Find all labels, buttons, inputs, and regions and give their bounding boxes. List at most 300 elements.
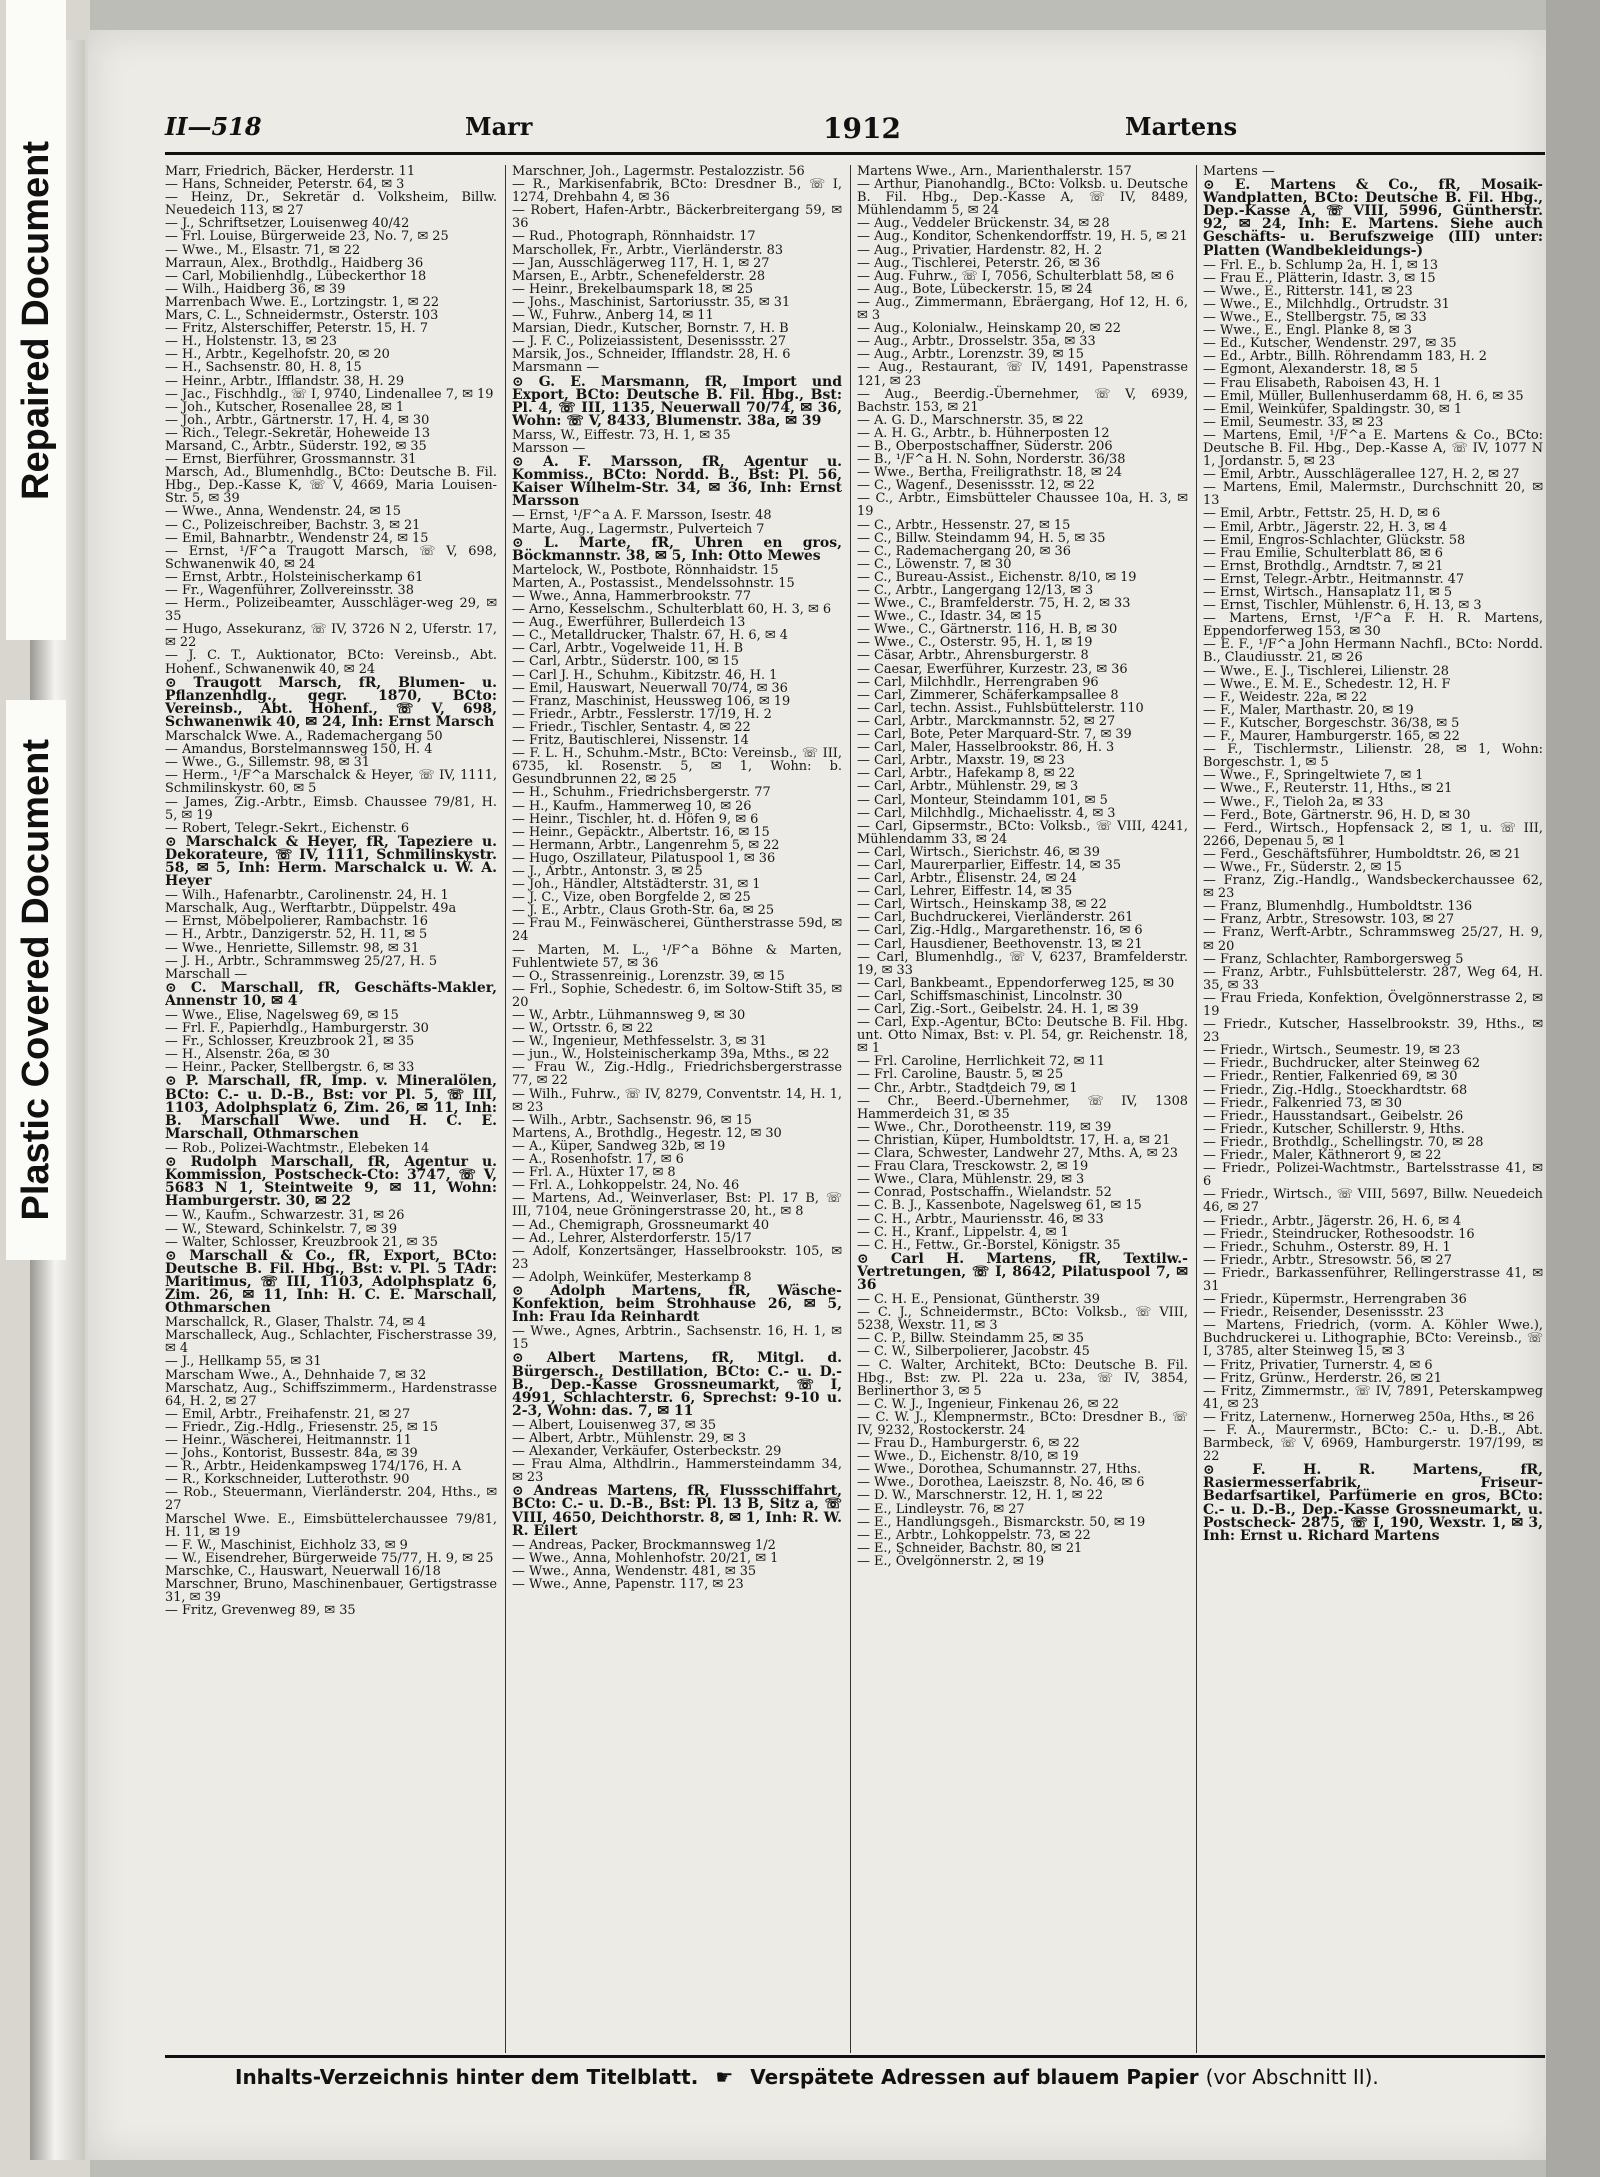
directory-entry: — Wilh., Hafenarbtr., Carolinenstr. 24, H. 1 (165, 888, 449, 904)
directory-entry: — Carl, Arbtr., Süderstr. 100, ✉ 15 (512, 654, 739, 670)
directory-entry: — Aug., Bote, Lübeckerstr. 15, ✉ 24 (857, 281, 1093, 297)
directory-entry: ⊙ Traugott Marsch, fR, Blumen- u. Pflanzenhdlg., gegr. 1870, BCto: Vereinsb., Abt. Hohenf., ☏ V, 698, Schwanenwik 40, ✉ 24, Inh: Ernst Marsch (165, 674, 497, 730)
directory-entry: — Friedr., Rentier, Falkenried 69, ✉ 30 (1203, 1069, 1458, 1085)
directory-entry: — Friedr., Reisender, Desenissstr. 23 (1203, 1305, 1444, 1321)
directory-entry: — Emil, Arbtr., Fettstr. 25, H. D, ✉ 6 (1203, 506, 1441, 522)
directory-entry: Marrenbach Wwe. E., Lortzingstr. 1, ✉ 22 (165, 294, 440, 310)
directory-entry: — Christian, Küper, Humboldtstr. 17, H. a, ✉ 21 (857, 1132, 1171, 1148)
directory-entry: — Friedr., Kutscher, Schillerstr. 9, Hths. (1203, 1121, 1465, 1137)
directory-entry: — Carl, Monteur, Steindamm 101, ✉ 5 (857, 792, 1108, 808)
directory-entry: — C. B. J., Kassenbote, Nagelsweg 61, ✉ 15 (857, 1198, 1142, 1214)
directory-entry: — Robert, Telegr.-Sekrt., Eichenstr. 6 (165, 820, 410, 836)
directory-entry: — Friedr., Zig.-Hdlg., Friesenstr. 25, ✉ 15 (165, 1419, 439, 1435)
directory-entry: — Albert, Louisenweg 37, ✉ 35 (512, 1417, 717, 1433)
directory-entry: — C., Löwenstr. 7, ✉ 30 (857, 556, 1012, 572)
directory-entry: — jun., W., Holsteinischerkamp 39a, Mths., ✉ 22 (512, 1047, 830, 1063)
header-start-word: Marr (465, 112, 533, 141)
directory-entry: — Friedr., Barkassenführer, Rellingerstrasse 41, ✉ 31 (1203, 1265, 1543, 1294)
directory-entry: Marschner, Joh., Lagermstr. Pestalozzistr. 56 (512, 165, 805, 179)
directory-entry: — W., Ingenieur, Methfesselstr. 3, ✉ 31 (512, 1034, 767, 1050)
directory-entry: — J. F. C., Polizeiassistent, Desenissstr. 27 (512, 334, 787, 350)
directory-entry: — Wilh., Haidberg 36, ✉ 39 (165, 281, 346, 297)
repaired-document-label (6, 0, 66, 640)
directory-entry: — B., ¹/F^a H. N. Sohn, Norderstr. 36/38 (857, 452, 1126, 468)
directory-entry: — Aug. Fuhrw., ☏ I, 7056, Schulterblatt 58, ✉ 6 (857, 268, 1175, 284)
directory-entry: — Joh., Arbtr., Gärtnerstr. 17, H. 4, ✉ 30 (165, 412, 430, 428)
directory-entry: — W., Steward, Schinkelstr. 7, ✉ 39 (165, 1221, 398, 1237)
directory-entry: — Wwe., Henriette, Sillemstr. 98, ✉ 31 (165, 940, 420, 956)
directory-entry: — O., Strassenreinig., Lorenzstr. 39, ✉ 15 (512, 968, 785, 984)
directory-entry: — Fritz, Alsterschiffer, Peterstr. 15, H. 7 (165, 321, 429, 337)
directory-entry: — Wwe., E., Engl. Planke 8, ✉ 3 (1203, 323, 1412, 339)
directory-entry: — Ferd., Wirtsch., Hopfensack 2, ✉ 1, u. ☏ III, 2266, Depenau 5, ✉ 1 (1203, 820, 1543, 849)
directory-entry: Marschke, C., Hauswart, Neuerwall 16/18 (165, 1563, 441, 1579)
directory-entry: — Wwe., D., Eichenstr. 8/10, ✉ 19 (857, 1449, 1079, 1465)
directory-entry: — Carl, Bote, Peter Marquard-Str. 7, ✉ 39 (857, 727, 1132, 743)
directory-entry: — Martens, Emil, ¹/F^a E. Martens & Co., BCto: Deutsche B. Fil. Hbg., Dep.-Kasse A, ☏ IV, 1077 N 1, Jordanstr. 5, ✉ 23 (1203, 427, 1543, 470)
directory-entry: — James, Zig.-Arbtr., Eimsb. Chaussee 79/81, H. 5, ✉ 19 (165, 794, 497, 823)
plastic-covered-text: Plastic Covered Document (14, 739, 57, 1221)
page-header (165, 112, 1240, 152)
directory-entry: — F. A., Maurermstr., BCto: C.- u. D.-B., Abt. Barmbeck, ☏ V, 6969, Hamburgerstr. 197/199, ✉ 22 (1203, 1423, 1543, 1465)
directory-entry: — Wwe., F., Springeltwiete 7, ✉ 1 (1203, 768, 1424, 784)
directory-entry: — Frl. E., b. Schlump 2a, H. 1, ✉ 13 (1203, 257, 1439, 273)
directory-entry: Marsson — (512, 440, 586, 456)
directory-entry: — Friedr., Küpermstr., Herrengraben 36 (1203, 1292, 1467, 1308)
directory-entry: — Emil, Arbtr., Jägerstr. 22, H. 3, ✉ 4 (1203, 519, 1448, 535)
directory-entry: — Aug., Ewerführer, Bullerdeich 13 (512, 615, 746, 631)
directory-entry: — Emil, Müller, Bullenhuserdamm 68, H. 6, ✉ 35 (1203, 388, 1524, 404)
directory-entry: — Heinz, Dr., Sekretär d. Volksheim, Billw. Neuedeich 113, ✉ 27 (165, 190, 497, 219)
directory-entry: — Carl, Arbtr., Hafekamp 8, ✉ 22 (857, 766, 1076, 782)
directory-entry: — Wwe., E. J., Tischlerei, Lilienstr. 28 (1203, 663, 1449, 679)
directory-entry: — Carl, Bankbeamt., Eppendorferweg 125, ✉ 30 (857, 975, 1175, 991)
directory-entry: — Franz, Zig.-Handlg., Wandsbeckerchaussee 62, ✉ 23 (1203, 873, 1543, 902)
directory-entry: — F. W., Maschinist, Eichholz 33, ✉ 9 (165, 1537, 408, 1553)
directory-entry: — Hugo, Assekuranz, ☏ IV, 3726 N 2, Uferstr. 17, ✉ 22 (165, 622, 497, 651)
directory-entry: — E., Handlungsgeh., Bismarckstr. 50, ✉ 19 (857, 1514, 1146, 1530)
directory-entry: Marschallck, R., Glaser, Thalstr. 74, ✉ 4 (165, 1315, 426, 1331)
directory-entry: — Friedr., Steindrucker, Rothesoodstr. 16 (1203, 1226, 1475, 1242)
right-margin (1546, 0, 1600, 2177)
directory-entry: — J. C., Vize, oben Borgfelde 2, ✉ 25 (512, 890, 751, 906)
directory-entry: — F., Maler, Marthastr. 20, ✉ 19 (1203, 702, 1414, 718)
directory-column-4 (1203, 165, 1543, 2055)
directory-entry: — Friedr., Buchdrucker, alter Steinweg 62 (1203, 1056, 1481, 1072)
directory-entry: ⊙ P. Marschall, fR, Imp. v. Mineralölen, BCto: C.- u. D.-B., Bst: vor Pl. 5, ☏ III, 1103, Adolphsplatz 6, Zim. 26, ✉ 11, Inh: B. Marschall Wwe. und H. C. E. Marschall, Othmarschen (165, 1073, 497, 1142)
directory-entry: — E. F., ¹/F^a John Hermann Nachfl., BCto: Nordd. B., Claudiusstr. 21, ✉ 26 (1203, 637, 1543, 666)
directory-entry: — Chr., Arbtr., Stadtdeich 79, ✉ 1 (857, 1080, 1078, 1096)
directory-entry: — Wwe., E., Stellbergstr. 75, ✉ 33 (1203, 310, 1427, 326)
directory-entry: Marsen, E., Arbtr., Schenefelderstr. 28 (512, 268, 766, 284)
directory-entry: — Friedr., Wirtsch., ☏ VIII, 5697, Billw. Neuedeich 46, ✉ 27 (1203, 1187, 1543, 1216)
directory-column-1 (165, 165, 497, 2055)
directory-entry: — Carl, Milchhdlr., Herrengraben 96 (857, 674, 1099, 690)
directory-entry: — Carl, Buchdruckerei, Vierländerstr. 261 (857, 910, 1134, 926)
directory-entry: — A. G. D., Marschnerstr. 35, ✉ 22 (857, 412, 1084, 428)
directory-entry: — C., Metalldrucker, Thalstr. 67, H. 6, ✉ 4 (512, 628, 788, 644)
directory-entry: — W., Eisendreher, Bürgerweide 75/77, H. 9, ✉ 25 (165, 1550, 494, 1566)
directory-entry: — Frau M., Feinwäscherei, Güntherstrasse 59d, ✉ 24 (512, 916, 842, 945)
directory-entry: ⊙ Rudolph Marschall, fR, Agentur u. Kommission, Postscheck-Cto: 3747, ☏ V, 5683 N 1, Steintweite 9, ✉ 11, Wohn: Hamburgerstr. 30, ✉ 22 (165, 1154, 497, 1210)
directory-entry: Martens, A., Brothdlg., Hegestr. 12, ✉ 30 (512, 1125, 782, 1141)
directory-entry: — W., Arbtr., Lühmannsweg 9, ✉ 30 (512, 1008, 746, 1023)
directory-entry: Marsian, Diedr., Kutscher, Bornstr. 7, H. B (512, 321, 789, 337)
directory-entry: — Arno, Kesselschm., Schulterblatt 60, H. 3, ✉ 6 (512, 602, 832, 618)
directory-entry: — Wwe., F., Reuterstr. 11, Hths., ✉ 21 (1203, 781, 1453, 797)
directory-entry: — Heinr., Tischler, ht. d. Höfen 9, ✉ 6 (512, 811, 759, 827)
directory-entry: — Carl, Arbtr., Vogelweide 11, H. B (512, 641, 744, 657)
directory-entry: — Carl, Mobilienhdlg., Lübeckerthor 18 (165, 268, 427, 284)
directory-entry: — Alexander, Verkäufer, Osterbeckstr. 29 (512, 1444, 782, 1460)
directory-entry: — Carl, Blumenhdlg., ☏ V, 6237, Bramfelderstr. 19, ✉ 33 (857, 949, 1188, 978)
column-divider (505, 165, 506, 2053)
directory-entry: — Wwe., C., Idastr. 34, ✉ 15 (857, 609, 1042, 625)
directory-entry: Marraun, Alex., Brothdlg., Haidberg 36 (165, 255, 424, 271)
directory-entry: — Wwe., Bertha, Freiligrathstr. 18, ✉ 24 (857, 465, 1123, 481)
column-divider (850, 165, 851, 2053)
directory-entry: — Heinr., Wäscherei, Heitmannstr. 11 (165, 1433, 412, 1448)
directory-entry: — Hugo, Oszillateur, Pilatuspool 1, ✉ 36 (512, 850, 776, 866)
directory-entry: — Aug., Arbtr., Drosselstr. 35a, ✉ 33 (857, 334, 1096, 350)
directory-entry: — Andreas, Packer, Brockmannsweg 1/2 (512, 1537, 776, 1553)
directory-entry: — Emil, Bahnarbtr., Wendenstr 24, ✉ 15 (165, 530, 429, 546)
directory-entry: — Carl, Arbtr., Mühlenstr. 29, ✉ 3 (857, 779, 1079, 795)
directory-entry: — Aug., Konditor, Schenkendorffstr. 19, H. 5, ✉ 21 (857, 229, 1188, 245)
directory-entry: — H., Sachsenstr. 80, H. 8, 15 (165, 360, 362, 376)
directory-entry: — Friedr., Arbtr., Fesslerstr. 17/19, H. 2 (512, 706, 772, 722)
directory-entry: — Ernst, Bierführer, Grossmannstr. 31 (165, 452, 417, 468)
directory-entry: — Wwe., E. M. E., Schedestr. 12, H. F (1203, 676, 1451, 692)
directory-entry: — Fritz, Bautischlerei, Nissenstr. 14 (512, 733, 749, 749)
directory-entry: — Emil, Arbtr., Ausschlägerallee 127, H. 2, ✉ 27 (1203, 467, 1520, 483)
directory-entry: — Friedr., Maler, Käthnerort 9, ✉ 22 (1203, 1148, 1442, 1164)
directory-entry: — Herm., Polizeibeamter, Ausschläger-weg 29, ✉ 35 (165, 596, 497, 625)
directory-entry: — Ed., Arbtr., Billh. Röhrendamm 183, H. 2 (1203, 349, 1488, 365)
directory-entry: ⊙ E. Martens & Co., fR, Mosaik-Wandplatten, BCto: Deutsche B. Fil. Hbg., Dep.-Kasse A, ☏ VIII, 5996, Güntherstr. 92, ✉ 24, Inh: E. Martens. Siehe auch Geschäfts- u. Berufszweige (III) unter: Platten (Wandbekleidungs-) (1203, 177, 1543, 259)
directory-entry: — C., Polizeischreiber, Bachstr. 3, ✉ 21 (165, 517, 421, 533)
directory-entry: — C. P., Billw. Steindamm 25, ✉ 35 (857, 1331, 1084, 1347)
directory-entry: — Wwe., Anna, Hammerbrookstr. 77 (512, 589, 752, 604)
directory-entry: — Frau Frieda, Konfektion, Övelgönnerstrasse 2, ✉ 19 (1203, 990, 1543, 1019)
directory-entry: — Emil, Engros-Schlachter, Glückstr. 58 (1203, 532, 1466, 548)
directory-entry: — Friedr., Brothdlg., Schellingstr. 70, ✉ 28 (1203, 1134, 1484, 1150)
directory-entry: — Wwe., F., Tieloh 2a, ✉ 33 (1203, 794, 1384, 810)
directory-entry: — Friedr., Tischler, Sentastr. 4, ✉ 22 (512, 719, 751, 735)
directory-entry: — Friedr., Schuhm., Osterstr. 89, H. 1 (1203, 1239, 1451, 1255)
directory-entry: — Frl. Caroline, Herrlichkeit 72, ✉ 11 (857, 1054, 1105, 1070)
directory-entry: — C., Arbtr., Langergang 12/13, ✉ 3 (857, 583, 1094, 598)
directory-entry: — Wwe., G., Sillemstr. 98, ✉ 31 (165, 755, 371, 771)
directory-entry: — C., Arbtr., Hessenstr. 27, ✉ 15 (857, 517, 1071, 533)
directory-entry: — Ad., Chemigraph, Grossneumarkt 40 (512, 1217, 770, 1233)
directory-entry: Marschatz, Aug., Schiffszimmerm., Hardenstrasse 64, H. 2, ✉ 27 (165, 1380, 497, 1409)
directory-entry: — Wwe., E., Ritterstr. 141, ✉ 23 (1203, 283, 1413, 299)
directory-entry: — Amandus, Borstelmannsweg 150, H. 4 (165, 742, 433, 758)
directory-entry: — Jan, Ausschlägerweg 117, H. 1, ✉ 27 (512, 255, 770, 271)
directory-entry: — Fritz, Zimmermstr., ☏ IV, 7891, Peterskampweg 41, ✉ 23 (1203, 1383, 1543, 1412)
directory-entry: — Frau Alma, Althdlrin., Hammersteindamm 34, ✉ 23 (512, 1457, 842, 1486)
directory-entry: — C., Wagenf., Desenissstr. 12, ✉ 22 (857, 478, 1095, 494)
directory-entry: — Fritz, Grevenweg 89, ✉ 35 (165, 1603, 356, 1619)
directory-entry: — Carl, Exp.-Agentur, BCto: Deutsche B. Fil. Hbg. unt. Otto Nimax, Bst: v. Pl. 54, gr. Reichenstr. 18, ✉ 1 (857, 1015, 1188, 1057)
directory-entry: — Frl. Louise, Bürgerweide 23, No. 7, ✉ 25 (165, 229, 449, 245)
directory-entry: — C., Bureau-Assist., Eichenstr. 8/10, ✉ 19 (857, 569, 1137, 585)
directory-entry: — C. Walter, Architekt, BCto: Deutsche B. Fil. Hbg., Bst: zw. Pl. 22a u. 23a, ☏ IV, 3854, Berlinerthor 3, ✉ 5 (857, 1357, 1188, 1399)
directory-entry: — Friedr., Hausstandsart., Geibelstr. 26 (1203, 1108, 1464, 1124)
directory-entry: — Frau D., Hamburgerstr. 6, ✉ 22 (857, 1436, 1080, 1452)
directory-entry: — Carl, Arbtr., Elisenstr. 24, ✉ 24 (857, 871, 1077, 887)
directory-entry: Marsch, Ad., Blumenhdlg., BCto: Deutsche B. Fil. Hbg., Dep.-Kasse K, ☏ V, 4669, Maria Louisen-Str. 5, ✉ 39 (165, 465, 497, 507)
directory-entry: Marschel Wwe. E., Eimsbüttelerchaussee 79/81, H. 11, ✉ 19 (165, 1511, 497, 1540)
directory-entry: — Carl, Schiffsmaschinist, Lincolnstr. 30 (857, 988, 1123, 1004)
directory-entry: Marte, Aug., Lagermstr., Pulverteich 7 (512, 521, 765, 537)
directory-entry: — C. W., Silberpolierer, Jacobstr. 45 (857, 1344, 1090, 1360)
directory-entry: — Carl, Maler, Hasselbrookstr. 86, H. 3 (857, 740, 1115, 756)
directory-entry: — Aug., Privatier, Hardenstr. 82, H. 2 (857, 242, 1103, 258)
directory-entry: Marsand, C., Arbtr., Süderstr. 192, ✉ 35 (165, 438, 427, 454)
directory-entry: — Frl. F., Papierhdlg., Hamburgerstr. 30 (165, 1021, 429, 1037)
directory-entry: — Fritz, Privatier, Turnerstr. 4, ✉ 6 (1203, 1357, 1433, 1373)
directory-entry: — Wilh., Fuhrw., ☏ IV, 8279, Conventstr. 14, H. 1, ✉ 23 (512, 1086, 842, 1115)
directory-entry: Marschollek, Fr., Arbtr., Vierländerstr. 83 (512, 242, 784, 258)
directory-entry: — Aug., Tischlerei, Peterstr. 26, ✉ 36 (857, 255, 1101, 271)
directory-entry: — Friedr., Kutscher, Hasselbrookstr. 39, Hths., ✉ 23 (1203, 1017, 1543, 1046)
directory-entry: — F., Kutscher, Borgeschstr. 36/38, ✉ 5 (1203, 715, 1460, 731)
directory-entry: — Rob., Polizei-Wachtmstr., Elebeken 14 (165, 1140, 430, 1156)
directory-entry: — Frau Elisabeth, Raboisen 43, H. 1 (1203, 375, 1442, 391)
directory-entry: — J. C. T., Auktionator, BCto: Vereinsb., Abt. Hohenf., Schwanenwik 40, ✉ 24 (165, 648, 497, 677)
directory-entry: ⊙ Marschalck & Heyer, fR, Tapeziere u. Dekorateure, ☏ IV, 1111, Schmilinskystr. 58, ✉ 5, Inh: Herm. Marschalck u. W. A. Heyer (165, 833, 497, 890)
directory-entry: — Carl, techn. Assist., Fuhlsbüttelerstr. 110 (857, 700, 1144, 716)
directory-entry: — Franz, Werft-Arbtr., Schrammsweg 25/27, H. 9, ✉ 20 (1203, 925, 1543, 954)
directory-entry: — Rob., Steuermann, Vierländerstr. 204, Hths., ✉ 27 (165, 1485, 497, 1514)
directory-entry: — Ernst, Möbelpolierer, Rambachstr. 16 (165, 914, 428, 930)
directory-entry: — Ferd., Bote, Gärtnerstr. 96, H. D, ✉ 30 (1203, 807, 1471, 823)
directory-entry: — W., Ortsstr. 6, ✉ 22 (512, 1021, 654, 1037)
directory-entry: — J., Arbtr., Antonstr. 3, ✉ 25 (512, 863, 703, 879)
pointing-hand-icon: ☛ (715, 2065, 734, 2089)
directory-entry: — J., Hellkamp 55, ✉ 31 (165, 1354, 322, 1370)
directory-column-2 (512, 165, 842, 2055)
directory-entry: — Emil, Hauswart, Neuerwall 70/74, ✉ 36 (512, 680, 788, 696)
directory-entry: — C. H., Arbtr., Mauriensstr. 46, ✉ 33 (857, 1211, 1104, 1227)
directory-entry: — Hermann, Arbtr., Langenrehm 5, ✉ 22 (512, 837, 780, 853)
directory-entry: — Carl J. H., Schuhm., Kibitzstr. 46, H. 1 (512, 667, 778, 683)
directory-entry: — Robert, Hafen-Arbtr., Bäckerbreitergang 59, ✉ 36 (512, 203, 842, 232)
directory-entry: — Jac., Fischhdlg., ☏ I, 9740, Lindenallee 7, ✉ 19 (165, 386, 494, 402)
directory-entry: — Albert, Arbtr., Mühlenstr. 29, ✉ 3 (512, 1431, 747, 1446)
directory-entry: — Wwe., Clara, Mühlenstr. 29, ✉ 3 (857, 1172, 1085, 1188)
directory-entry: — A. H. G., Arbtr., b. Hühnerposten 12 (857, 425, 1110, 441)
directory-entry: — Franz, Maschinist, Heussweg 106, ✉ 19 (512, 693, 791, 709)
directory-entry: — H., Schuhm., Friedrichsbergerstr. 77 (512, 785, 771, 801)
directory-entry: — C. W. J., Klempnermstr., BCto: Dresdner B., ☏ IV, 9232, Rostockerstr. 24 (857, 1409, 1188, 1438)
directory-entry: — Friedr., Zig.-Hdlg., Stoeckhardtstr. 68 (1203, 1082, 1468, 1098)
directory-entry: — Wilh., Arbtr., Sachsenstr. 96, ✉ 15 (512, 1112, 753, 1128)
directory-entry: — Chr., Beerd.-Übernehmer, ☏ IV, 1308 Hammerdeich 31, ✉ 35 (857, 1093, 1188, 1122)
directory-entry: — Wwe., C., Bramfelderstr. 75, H. 2, ✉ 33 (857, 596, 1131, 612)
directory-entry: Marsik, Jos., Schneider, Ifflandstr. 28, H. 6 (512, 347, 791, 363)
directory-entry: — Wwe., Anna, Wendenstr. 24, ✉ 15 (165, 504, 401, 520)
directory-entry: — Martens, Ernst, ¹/F^a F. H. R. Martens, Eppendorferweg 153, ✉ 30 (1203, 611, 1543, 640)
directory-entry: — Carl, Arbtr., Marckmannstr. 52, ✉ 27 (857, 713, 1116, 729)
directory-entry: — Heinr., Brekelbaumspark 18, ✉ 25 (512, 281, 754, 297)
directory-entry: — C., Billw. Steindamm 94, H. 5, ✉ 35 (857, 530, 1106, 546)
directory-entry: — Ernst, Telegr.-Arbtr., Heitmannstr. 47 (1203, 571, 1465, 587)
directory-entry: — Ernst, Wirtsch., Hansaplatz 11, ✉ 5 (1203, 585, 1453, 600)
directory-entry: — Arthur, Pianohandlg., BCto: Volksb. u. Deutsche B. Fil. Hbg., Dep.-Kasse A, ☏ IV, 8489, Mühlendamm 5, ✉ 24 (857, 177, 1188, 219)
directory-entry: — Carl, Milchhdlg., Michaelisstr. 4, ✉ 3 (857, 805, 1116, 821)
directory-entry: — F., Maurer, Hamburgerstr. 165, ✉ 22 (1203, 729, 1460, 745)
header-rule (165, 152, 1545, 155)
directory-entry: — H., Arbtr., Kegelhofstr. 20, ✉ 20 (165, 347, 390, 363)
directory-entry: — Hans, Schneider, Peterstr. 64, ✉ 3 (165, 177, 405, 193)
directory-entry: — C. H., Kranf., Lippelstr. 4, ✉ 1 (857, 1224, 1069, 1240)
directory-entry: — H., Arbtr., Danzigerstr. 52, H. 11, ✉ 5 (165, 927, 428, 943)
directory-entry: Marschalck Wwe. A., Rademachergang 50 (165, 729, 443, 745)
directory-entry: — F., Tischlermstr., Lilienstr. 28, ✉ 1, Wohn: Borgeschstr. 1, ✉ 5 (1203, 742, 1543, 771)
directory-entry: — Martens, Emil, Malermstr., Durchschnitt 20, ✉ 13 (1203, 480, 1543, 509)
directory-entry: — A., Rosenhofstr. 17, ✉ 6 (512, 1152, 684, 1168)
directory-entry: — Friedr., Falkenried 73, ✉ 30 (1203, 1095, 1402, 1111)
directory-entry: — R., Arbtr., Heidenkampsweg 174/176, H. A (165, 1459, 462, 1475)
directory-entry: — Ernst, ¹/F^a Traugott Marsch, ☏ V, 698, Schwanenwik 40, ✉ 24 (165, 543, 497, 572)
directory-entry: — Martens, Ad., Weinverlaser, Bst: Pl. 17 B, ☏ III, 7104, neue Gröningerstrasse 20, ht., ✉ 8 (512, 1191, 842, 1220)
directory-entry: — Wwe., Anne, Papenstr. 117, ✉ 23 (512, 1577, 744, 1593)
directory-entry: — Joh., Händler, Altstädterstr. 31, ✉ 1 (512, 877, 761, 893)
directory-entry: — Frl. Caroline, Baustr. 5, ✉ 25 (857, 1067, 1064, 1083)
directory-entry: — J. E., Arbtr., Claus Groth-Str. 6a, ✉ 25 (512, 903, 775, 919)
directory-entry: — Ernst, ¹/F^a A. F. Marsson, Isestr. 48 (512, 508, 772, 524)
directory-entry: — Friedr., Wirtsch., Seumestr. 19, ✉ 23 (1203, 1043, 1461, 1059)
directory-entry: — Wwe., Elise, Nagelsweg 69, ✉ 15 (165, 1008, 399, 1023)
directory-entry: — Marten, M. L., ¹/F^a Böhne & Marten, Fuhlentwiete 57, ✉ 36 (512, 942, 842, 971)
directory-entry: — Ad., Lehrer, Alsterdorferstr. 15/17 (512, 1230, 752, 1246)
directory-entry: — Frau E., Plätterin, Idastr. 3, ✉ 15 (1203, 270, 1436, 286)
directory-entry: — R., Korkschneider, Lutterothstr. 90 (165, 1472, 410, 1488)
directory-entry: — Heinr., Packer, Stellbergstr. 6, ✉ 33 (165, 1060, 415, 1076)
column-divider (1196, 165, 1197, 2053)
directory-entry: — E., Arbtr., Lohkoppelstr. 73, ✉ 22 (857, 1527, 1091, 1543)
directory-entry: — Aug., Restaurant, ☏ IV, 1491, Papenstrasse 121, ✉ 23 (857, 360, 1188, 389)
directory-entry: — Frau Emilie, Schulterblatt 86, ✉ 6 (1203, 545, 1443, 561)
directory-entry: — C., Arbtr., Eimsbütteler Chaussee 10a, H. 3, ✉ 19 (857, 491, 1188, 520)
directory-entry: — Franz, Schlachter, Ramborgersweg 5 (1203, 951, 1464, 967)
directory-entry: — Herm., ¹/F^a Marschalck & Heyer, ☏ IV, 1111, Schmilinskystr. 60, ✉ 5 (165, 768, 497, 797)
directory-entry: — H., Holstenstr. 13, ✉ 23 (165, 334, 338, 350)
directory-entry: — Wwe., Anna, Wendenstr. 481, ✉ 35 (512, 1563, 757, 1579)
page-number: II—518 (165, 112, 262, 141)
directory-entry: ⊙ C. Marschall, fR, Geschäfts-Makler, Annenstr 10, ✉ 4 (165, 979, 497, 1009)
directory-entry: — Wwe., E., Milchhdlg., Ortrudstr. 31 (1203, 296, 1450, 312)
directory-entry: — Egmont, Alexanderstr. 18, ✉ 5 (1203, 362, 1419, 378)
directory-entry: ⊙ G. E. Marsmann, fR, Import und Export, BCto: Deutsche B. Fil. Hbg., Bst: Pl. 4, ☏ III, 1135, Neuerwall 70/74, ✉ 36, Wohn: ☏ V, 8433, Blumenstr. 38a, ✉ 39 (512, 373, 842, 429)
directory-entry: — C. J., Schneidermstr., BCto: Volksb., ☏ VIII, 5238, Wexstr. 11, ✉ 3 (857, 1305, 1188, 1334)
directory-entry: — Friedr., Arbtr., Jägerstr. 26, H. 6, ✉ 4 (1203, 1213, 1462, 1229)
directory-entry: — Emil, Arbtr., Freihafenstr. 21, ✉ 27 (165, 1406, 411, 1422)
directory-entry: Mars, C. L., Schneidermstr., Osterstr. 103 (165, 308, 439, 324)
directory-entry: — Rud., Photograph, Rönnhaidstr. 17 (512, 229, 756, 245)
directory-entry: — C., Rademachergang 20, ✉ 36 (857, 543, 1071, 559)
directory-entry: — Aug., Arbtr., Lorenzstr. 39, ✉ 15 (857, 347, 1084, 363)
directory-entry: — Friedr., Polizei-Wachtmstr., Bartelsstrasse 41, ✉ 6 (1203, 1161, 1543, 1190)
directory-entry: — Aug., Veddeler Brückenstr. 34, ✉ 28 (857, 216, 1110, 232)
directory-entry: — Frl., Sophie, Schedestr. 6, im Soltow-Stift 35, ✉ 20 (512, 981, 842, 1010)
directory-entry: — Conrad, Postschaffn., Wielandstr. 52 (857, 1185, 1112, 1201)
repaired-document-text: Repaired Document (14, 140, 57, 500)
directory-entry: — Carl, Arbtr., Maxstr. 19, ✉ 23 (857, 753, 1065, 769)
footer-rule (165, 2055, 1545, 2058)
directory-entry: — Frau Clara, Tresckowstr. 2, ✉ 19 (857, 1159, 1089, 1175)
directory-entry: — Wwe., Anna, Mohlenhofstr. 20/21, ✉ 1 (512, 1550, 779, 1566)
directory-entry: — Martens, Friedrich, (vorm. A. Köhler Wwe.), Buchdruckerei u. Lithographie, BCto: Vereinsb., ☏ I, 3785, alter Steinweg 15, ✉ 3 (1203, 1318, 1543, 1360)
directory-entry: — Carl, Wirtsch., Heinskamp 38, ✉ 22 (857, 897, 1107, 913)
directory-entry: — Wwe., Dorothea, Laeiszstr. 8, No. 46, ✉ 6 (857, 1475, 1145, 1491)
directory-entry: — Frau W., Zig.-Hdlg., Friedrichsbergerstrasse 77, ✉ 22 (512, 1060, 842, 1089)
directory-entry: — E., Schneider, Bachstr. 80, ✉ 21 (857, 1540, 1083, 1556)
directory-entry: — J., Schriftsetzer, Louisenweg 40/42 (165, 216, 410, 232)
directory-entry: Marscham Wwe., A., Dehnhaide 7, ✉ 32 (165, 1367, 427, 1383)
directory-entry: — W., Fuhrw., Anberg 14, ✉ 11 (512, 308, 714, 324)
directory-entry: — H., Alsenstr. 26a, ✉ 30 (165, 1047, 330, 1063)
directory-column-3 (857, 165, 1188, 2055)
directory-entry: — W., Kaufm., Schwarzestr. 31, ✉ 26 (165, 1208, 405, 1224)
directory-entry: — Carl, Lehrer, Eiffestr. 14, ✉ 35 (857, 884, 1073, 900)
directory-entry: — Friedr., Arbtr., Stresowstr. 56, ✉ 27 (1203, 1252, 1452, 1268)
directory-entry: ⊙ Adolph Martens, fR, Wäsche-Konfektion, beim Strohhause 26, ✉ 5, Inh: Frau Ida Reinhardt (512, 1282, 842, 1326)
directory-entry: — Heinr., Gepäcktr., Albertstr. 16, ✉ 15 (512, 824, 770, 840)
directory-entry: — Joh., Kutscher, Rosenallee 28, ✉ 1 (165, 399, 405, 415)
directory-entry: ⊙ A. F. Marsson, fR, Agentur u. Kommiss., BCto: Nordd. B., Bst: Pl. 56, Kaiser Wilhelm-Str. 34, ✉ 36, Inh: Ernst Marsson (512, 454, 842, 510)
directory-entry: — Frl. A., Lohkoppelstr. 24, No. 46 (512, 1178, 740, 1194)
directory-entry: — D. W., Marschnerstr. 12, H. 1, ✉ 22 (857, 1488, 1104, 1504)
directory-entry: — F., Weidestr. 22a, ✉ 22 (1203, 689, 1368, 705)
directory-entry: — E., Lindleystr. 76, ✉ 27 (857, 1501, 1025, 1517)
directory-entry: Martelock, W., Postbote, Rönnhaidstr. 15 (512, 562, 779, 578)
directory-entry: — Adolf, Konzertsänger, Hasselbrookstr. 105, ✉ 23 (512, 1243, 842, 1272)
directory-entry: — Clara, Schwester, Landwehr 27, Mths. A, ✉ 23 (857, 1146, 1178, 1162)
directory-entry: Martens — (1203, 165, 1275, 179)
directory-entry: Martens Wwe., Arn., Marienthalerstr. 157 (857, 165, 1132, 179)
directory-entry: — Rich., Telegr.-Sekretär, Hoheweide 13 (165, 425, 431, 441)
directory-entry: — Emil, Seumestr. 33, ✉ 23 (1203, 414, 1384, 430)
directory-entry: — Wwe., Fr., Süderstr. 2, ✉ 15 (1203, 859, 1402, 875)
directory-entry: — Carl, Zig.-Sort., Geibelstr. 24. H. 1, ✉ 39 (857, 1002, 1139, 1017)
page-footer (235, 2065, 1535, 2089)
directory-entry: — Franz, Blumenhdlg., Humboldtstr. 136 (1203, 899, 1473, 915)
directory-entry: — Wwe., M., Elsastr. 71, ✉ 22 (165, 242, 361, 258)
directory-entry: — Ferd., Geschäftsführer, Humboldtstr. 26, ✉ 21 (1203, 846, 1521, 862)
directory-entry: — Aug., Zimmermann, Ebräergang, Hof 12, H. 6, ✉ 3 (857, 294, 1188, 324)
directory-entry: — A., Küper, Sandweg 32b, ✉ 19 (512, 1138, 726, 1154)
directory-entry: ⊙ L. Marte, fR, Uhren en gros, Böckmannstr. 38, ✉ 5, Inh: Otto Mewes (512, 534, 842, 564)
directory-entry: — Ernst, Tischler, Mühlenstr. 6, H. 13, ✉ 3 (1203, 598, 1482, 614)
directory-entry: — Frl. A., Hüxter 17, ✉ 8 (512, 1165, 676, 1181)
directory-entry: — Fr., Schlosser, Kreuzbrook 21, ✉ 35 (165, 1034, 415, 1050)
directory-entry: — Adolph, Weinküfer, Mesterkamp 8 (512, 1269, 752, 1285)
directory-entry: — Aug., Kolonialw., Heinskamp 20, ✉ 22 (857, 321, 1121, 337)
directory-entry: — Caesar, Ewerführer, Kurzestr. 23, ✉ 36 (857, 661, 1128, 677)
directory-entry: Marschner, Bruno, Maschinenbauer, Gertigstrasse 31, ✉ 39 (165, 1577, 497, 1606)
directory-entry: — Wwe., C., Osterstr. 95, H. 1, ✉ 19 (857, 635, 1093, 651)
directory-entry: ⊙ Andreas Martens, fR, Flussschiffahrt, BCto: C.- u. D.-B., Bst: Pl. 13 B, Sitz a, ☏ VIII, 4650, Deichthorstr. 8, ✉ 1, Inh: R. W. R. Eilert (512, 1483, 842, 1539)
directory-entry: — R., Markisenfabrik, BCto: Dresdner B., ☏ I, 1274, Drehbahn 4, ✉ 36 (512, 177, 842, 206)
directory-entry: — Walter, Schlosser, Kreuzbrook 21, ✉ 35 (165, 1234, 438, 1250)
footer-late-addresses: Verspätete Adressen auf blauem Papier (750, 2065, 1199, 2089)
directory-entry: ⊙ F. H. R. Martens, fR, Rasiermesserfabrik, Friseur-Bedarfsartikel, Parfümerie en gros, BCto: C.- u. D.-B., Dep.-Kasse Grossneumarkt, u. Postscheck- 2875, ☏ I, 190, Wexstr. 1, ✉ 3, Inh: Ernst u. Richard Martens (1203, 1462, 1543, 1544)
directory-entry: — Wwe., Agnes, Arbtrin., Sachsenstr. 16, H. 1, ✉ 15 (512, 1324, 842, 1353)
